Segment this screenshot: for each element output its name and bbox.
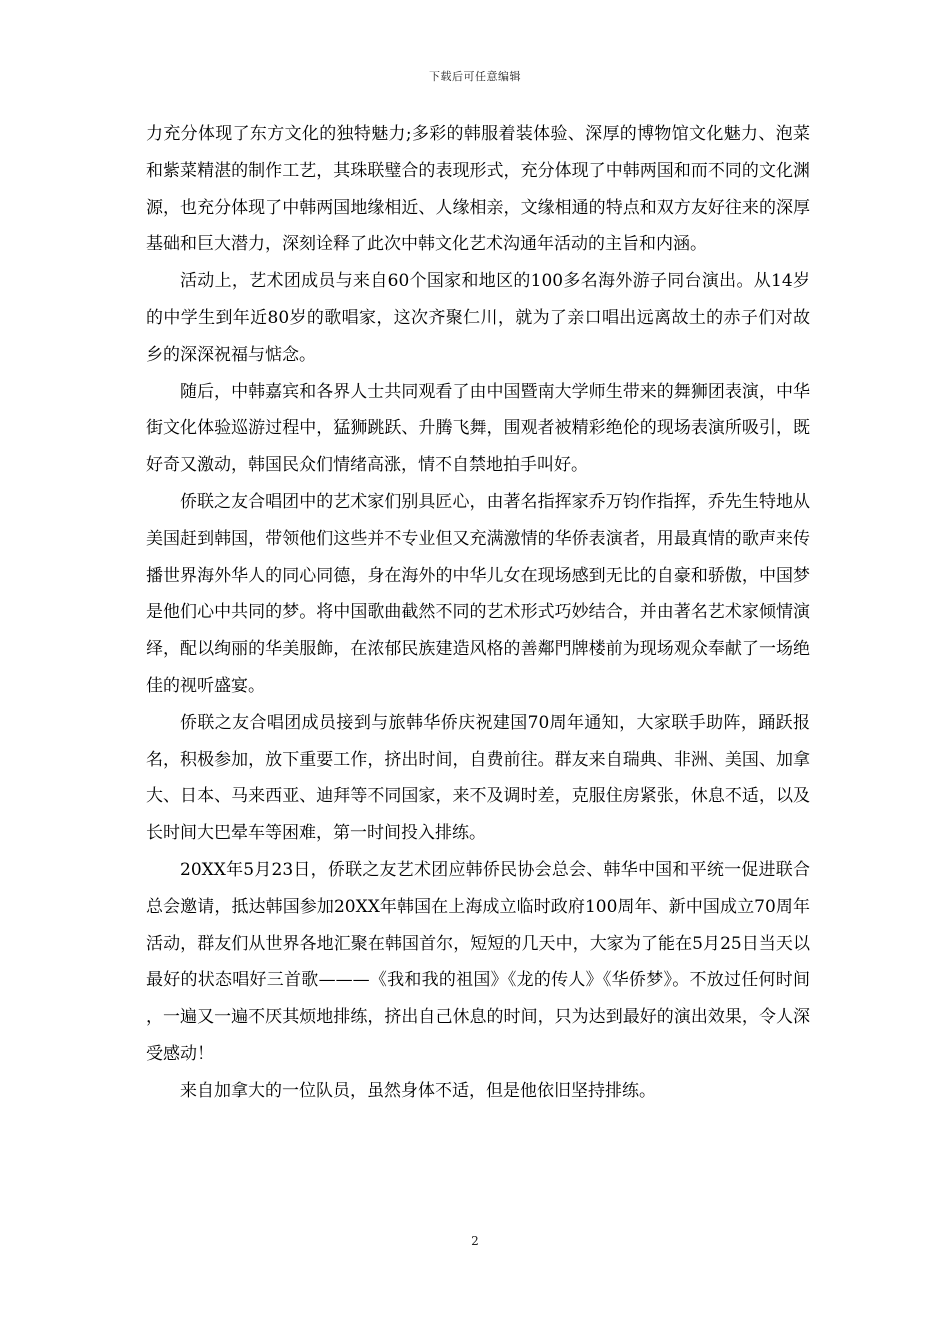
paragraph: 来自加拿大的一位队员，虽然身体不适，但是他依旧坚持排练。 bbox=[180, 1080, 656, 1101]
paragraph: 侨联之友合唱团中的艺术家们别具匠心，由著名指挥家乔万钧作指挥，乔先生特地从美国赶到韩国，带领他们这些并不专业但又充满激情的华侨表演者，用最真情的歌声来传播世界海外华人的同心同德，身在海外的中华儿女在现场感到无比的自豪和骄傲，中国梦是他们心中共同的梦。将中国歌曲截然不同的艺术形式巧妙结合，并由著名艺术家倾情演绎，配以绚丽的华美服飾，在浓郁民族建造风格的善鄰門牌楼前为现场观众奉献了一场绝佳的视听盛宴。 bbox=[146, 491, 810, 696]
document-body bbox=[146, 116, 810, 1110]
paragraph: 20XX年5月23日，侨联之友艺术团应韩侨民协会总会、韩华中国和平统一促进联合总会邀请，抵达韩国参加20XX年韩国在上海成立临时政府100周年、新中国成立70周年活动，群友们从世界各地汇聚在韩国首尔，短短的几天中，大家为了能在5月25日当天以最好的状态唱好三首歌———《我和我的祖国》《龙的传人》《华侨梦》。不放过任何时间，一遍又一遍不厌其烦地排练，挤出自己休息的时间，只为达到最好的演出效果，令人深受感动！ bbox=[146, 859, 810, 1064]
page-header: 下载后可任意编辑 bbox=[429, 70, 521, 83]
paragraph: 侨联之友合唱团成员接到与旅韩华侨庆祝建国70周年通知，大家联手助阵，踊跃报名，积极参加，放下重要工作，挤出时间，自费前往。群友来自瑞典、非洲、美国、加拿大、日本、马来西亚、迪拜等不同国家，来不及调时差，克服住房紧张，休息不适，以及长时间大巴晕车等困难，第一时间投入排练。 bbox=[146, 712, 810, 844]
page-number: 2 bbox=[471, 1234, 479, 1248]
paragraph: 活动上，艺术团成员与来自60个国家和地区的100多名海外游子同台演出。从14岁的中学生到年近80岁的歌唱家，这次齐聚仁川，就为了亲口唱出远离故土的赤子们对故乡的深深祝福与惦念。 bbox=[146, 271, 810, 365]
paragraph-continued: 力充分体现了东方文化的独特魅力;多彩的韩服着装体验、深厚的博物馆文化魅力、泡菜和紫菜精湛的制作工艺，其珠联璧合的表现形式，充分体现了中韩两国和而不同的文化渊源，也充分体现了中韩两国地缘相近、人缘相亲，文缘相通的特点和双方友好往来的深厚基础和巨大潜力，深刻诠释了此次中韩文化艺术沟通年活动的主旨和内涵。 bbox=[146, 124, 810, 255]
paragraph: 随后，中韩嘉宾和各界人士共同观看了由中国暨南大学师生带来的舞狮团表演，中华街文化体验巡游过程中，猛狮跳跃、升腾飞舞，围观者被精彩绝伦的现场表演所吸引，既好奇又激动，韩国民众们情绪高涨，情不自禁地拍手叫好。 bbox=[146, 381, 810, 476]
